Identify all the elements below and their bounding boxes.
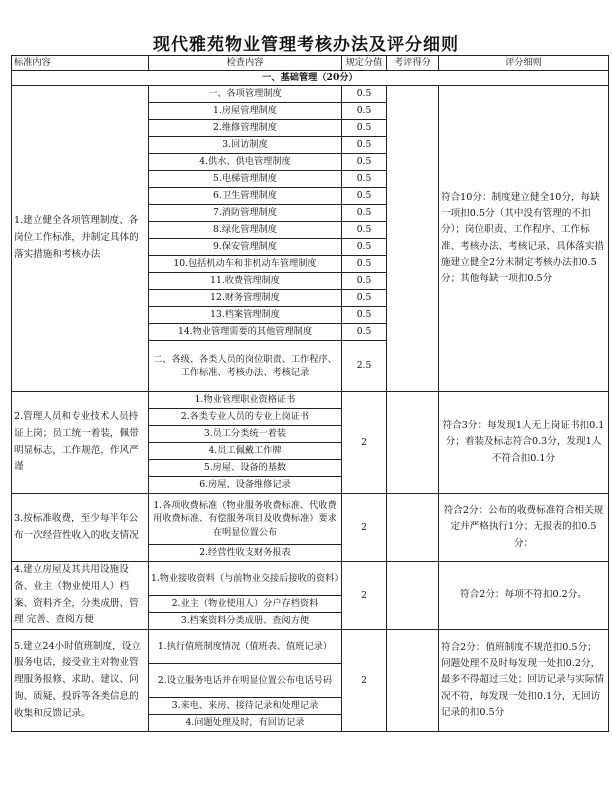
check-item: 2.业主（物业使用人）分户存档资料: [149, 596, 342, 613]
check-item: 3.员工分类统一着装: [149, 426, 342, 443]
detail-cell: 符合10分：制度建立健全10分，每缺一项扣0.5分（其中没有管理的不扣分）；岗位职责、工作程序、工作标准、考核办法、考核记录、具体落实措施建立健全2分未制定考核办法扣0.5分；其他每缺一项扣0.5分: [439, 86, 609, 392]
score-cell: 0.5: [342, 222, 387, 239]
check-item: 2.各类专业人员的专业上岗证书: [149, 409, 342, 426]
table-row: [12, 392, 609, 409]
check-item: 1.物业接收资料（与前物业交接后接收的资料）: [149, 562, 342, 596]
check-item: 12.财务管理制度: [149, 290, 342, 307]
evaluation-cell: [387, 392, 439, 494]
header-detail: 评分细则: [439, 56, 609, 71]
standard-cell: 5.建立24小时值班制度，设立服务电话，接受业主对物业管理服务报修、求助、建议、问询、质疑、投诉等各类信息的收集和反馈记录。: [12, 630, 149, 732]
header-check-content: 检查内容: [149, 56, 342, 71]
score-cell: 0.5: [342, 324, 387, 341]
check-item: 2.设立服务电话并在明显位置公布电话号码: [149, 664, 342, 698]
score-cell: 0.5: [342, 154, 387, 171]
header-standard: 标准内容: [12, 56, 149, 71]
score-cell: 0.5: [342, 86, 387, 103]
check-item: 1.房屋管理制度: [149, 103, 342, 120]
detail-cell: 符合2分：值班制度不规范扣0.5分；问题处理不及时每发现一处扣0.2分，最多不得超过三处；回访记录与实际情况不符，每发现一处扣0.1分，无回访记录的扣0.5分: [439, 630, 609, 732]
score-cell: 0.5: [342, 120, 387, 137]
score-cell: 0.5: [342, 103, 387, 120]
check-item: 1.物业管理职业资格证书: [149, 392, 342, 409]
check-item: 一、各项管理制度: [149, 86, 342, 103]
score-cell: 2.5: [342, 341, 387, 392]
assessment-table: [11, 55, 609, 732]
score-cell: 2: [342, 494, 387, 562]
check-item: 4.员工佩戴工作牌: [149, 443, 342, 460]
check-item: 4.供水、供电管理制度: [149, 154, 342, 171]
score-cell: 2: [342, 630, 387, 732]
detail-cell: 符合3分：每发现1人无上岗证书扣0.1分；着装及标志符合0.3分，发现1人不符合扣0.1分: [439, 392, 609, 494]
check-item: 二、各级、各类人员的岗位职责、工作程序、工作标准、考核办法、考核记录: [149, 341, 342, 392]
check-item: 8.绿化管理制度: [149, 222, 342, 239]
standard-cell: 4.建立房屋及其共用设施设备、业主（物业使用人）档案、资料齐全，分类成册、管理 完善、查阅方便: [12, 562, 149, 630]
check-item: 14.物业管理需要的其他管理制度: [149, 324, 342, 341]
header-evaluation: 考评得分: [387, 56, 439, 71]
score-cell: 0.5: [342, 290, 387, 307]
detail-cell: 符合2分：每项不符扣0.2分。: [439, 562, 609, 630]
table-row: [12, 562, 609, 596]
check-item: 1.执行值班制度情况（值班表、值班记录）: [149, 630, 342, 664]
check-item: 2.维修管理制度: [149, 120, 342, 137]
standard-cell: 2.管理人员和专业技术人员持证上岗；员工统一着装，佩带明显标志，工作规范，作风严谨: [12, 392, 149, 494]
table-row: [12, 86, 609, 103]
score-cell: 0.5: [342, 171, 387, 188]
check-item: 10.包括机动车和非机动车管理制度: [149, 256, 342, 273]
standard-cell: 3.按标准收费，至少每半年公布一次经营性收入的收支情况: [12, 494, 149, 562]
evaluation-cell: [387, 562, 439, 630]
check-item: 7.消防管理制度: [149, 205, 342, 222]
document-title: 现代雅苑物业管理考核办法及评分细则: [153, 35, 459, 55]
check-item: 4.问题处理及时，有回访记录: [149, 715, 342, 732]
check-item: 3.回访制度: [149, 137, 342, 154]
evaluation-cell: [387, 86, 439, 392]
score-cell: 0.5: [342, 307, 387, 324]
section-row: [12, 71, 609, 86]
score-cell: 0.5: [342, 137, 387, 154]
score-cell: 0.5: [342, 205, 387, 222]
table-row: [12, 630, 609, 664]
check-item: 3.来电、来房、接待记录和处理记录: [149, 698, 342, 715]
check-item: 3.档案资料分类成册、查阅方便: [149, 613, 342, 630]
score-cell: 0.5: [342, 239, 387, 256]
check-item: 5.房屋、设备的基数: [149, 460, 342, 477]
evaluation-cell: [387, 630, 439, 732]
score-cell: 2: [342, 562, 387, 630]
score-cell: 0.5: [342, 256, 387, 273]
header-score: 规定分值: [342, 56, 387, 71]
score-cell: 0.5: [342, 188, 387, 205]
detail-cell: 符合2分：公布的收费标准符合相关规定并严格执行1分；无报表的扣0.5分：: [439, 494, 609, 562]
table-header-row: [12, 56, 609, 71]
score-cell: 0.5: [342, 273, 387, 290]
check-item: 11.收费管理制度: [149, 273, 342, 290]
check-item: 1.各项收费标准（物业服务收费标准、代收费用收费标准、有偿服务项目及收费标准）要求在明显位置公布: [149, 494, 342, 545]
table-row: [12, 494, 609, 545]
check-item: 9.保安管理制度: [149, 239, 342, 256]
evaluation-cell: [387, 494, 439, 562]
check-item: 5.电梯管理制度: [149, 171, 342, 188]
check-item: 6.房屋、设备维修记录: [149, 477, 342, 494]
check-item: 13.档案管理制度: [149, 307, 342, 324]
section-title: 一、基础管理（20分）: [12, 71, 609, 86]
standard-cell: 1.建立健全各项管理制度、各岗位工作标准，并制定具体的落实措施和考核办法: [12, 86, 149, 392]
check-item: 6.卫生管理制度: [149, 188, 342, 205]
check-item: 2.经营性收支财务报表: [149, 545, 342, 562]
score-cell: 2: [342, 392, 387, 494]
